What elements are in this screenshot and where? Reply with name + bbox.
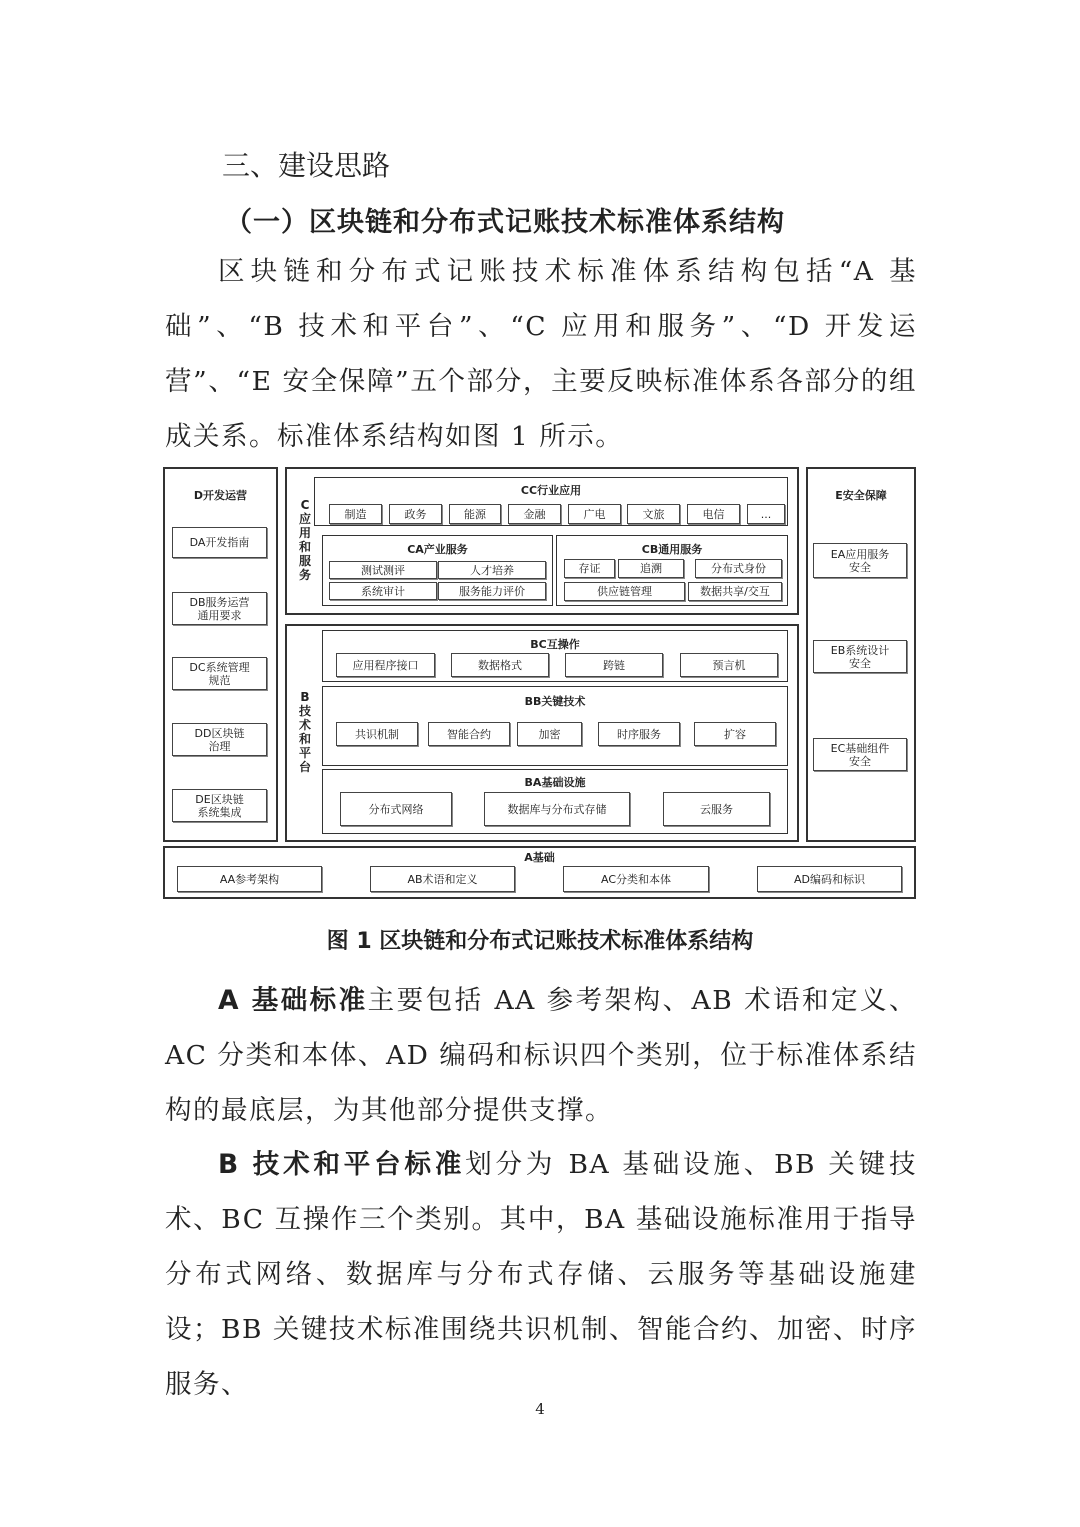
box-de: DE区块链 系统集成 xyxy=(172,789,267,822)
box-bb-item: 加密 xyxy=(517,722,582,746)
term-b-technology: B 技术和平台标准 xyxy=(218,1149,466,1180)
subsection-heading: （一）区块链和分布式记账技术标准体系结构 xyxy=(225,207,785,238)
box-ba-item: 分布式网络 xyxy=(340,792,452,826)
box-cc-item: 文旅 xyxy=(627,504,680,524)
paragraph-text: 划分为 BA 基础设施、BB 关键技术、BC 互操作三个类别。其中，BA 基础设施标准用于指导分布式网络、数据库与分布式存储、云服务等基础设施建设；BB 关键技术标准围绕共识机制、智能合约、加密、时序服务、 xyxy=(165,1149,917,1400)
box-cc-item: 广电 xyxy=(568,504,621,524)
box-cb-item: 数据共享/交互 xyxy=(688,582,782,601)
page-number: 4 xyxy=(535,1400,545,1418)
box-ba-item: 云服务 xyxy=(663,792,770,826)
term-a-foundation: A 基础标准 xyxy=(218,985,368,1016)
group-ca-title: CA产业服务 xyxy=(407,543,468,556)
box-bc-item: 数据格式 xyxy=(451,653,549,677)
box-bc-item: 应用程序接口 xyxy=(336,653,435,677)
box-cb-item: 供应链管理 xyxy=(564,582,685,601)
box-ba-item: 数据库与分布式存储 xyxy=(484,792,630,826)
box-eb: EB系统设计 安全 xyxy=(813,640,907,673)
group-cb-title: CB通用服务 xyxy=(641,543,703,556)
box-cb-item: 分布式身份 xyxy=(695,559,782,578)
box-bb-item: 智能合约 xyxy=(428,722,510,746)
box-bc-item: 跨链 xyxy=(565,653,663,677)
box-ea: EA应用服务 安全 xyxy=(813,543,907,578)
panel-b-label: B技术和平台 xyxy=(298,690,311,774)
box-ec: EC基础组件 安全 xyxy=(813,738,907,771)
paragraph-b-technology xyxy=(165,1137,917,1412)
box-cc-item: 制造 xyxy=(329,504,382,524)
box-bb-item: 共识机制 xyxy=(336,722,418,746)
box-ca-item: 人才培养 xyxy=(438,561,546,579)
box-cc-item: 政务 xyxy=(389,504,442,524)
box-cc-item: 金融 xyxy=(508,504,561,524)
box-cc-item: ... xyxy=(747,504,785,524)
box-ca-item: 服务能力评价 xyxy=(438,582,546,600)
box-cb-item: 存证 xyxy=(564,559,615,578)
box-ad: AD编码和标识 xyxy=(757,866,902,892)
box-ab: AB术语和定义 xyxy=(370,866,515,892)
group-cc-title: CC行业应用 xyxy=(520,484,582,497)
intro-paragraph: 区块链和分布式记账技术标准体系结构包括“A 基础”、“B 技术和平台”、“C 应用和服务”、“D 开发运营”、“E 安全保障”五个部分，主要反映标准体系各部分的组成关系。标准体系结构如图 1 所示。 xyxy=(165,256,917,452)
paragraph-text: 主要包括 AA 参考架构、AB 术语和定义、AC 分类和本体、AD 编码和标识四个类别，位于标准体系结构的最底层，为其他部分提供支撑。 xyxy=(165,985,917,1126)
box-cc-item: 电信 xyxy=(687,504,740,524)
panel-d-devops xyxy=(163,467,278,842)
group-ba-title: BA基础设施 xyxy=(524,776,586,789)
box-cc-item: 能源 xyxy=(449,504,501,524)
section-heading: 三、建设思路 xyxy=(222,149,391,182)
group-bb-title: BB关键技术 xyxy=(524,695,586,708)
box-aa: AA参考架构 xyxy=(177,866,322,892)
panel-a-title: A基础 xyxy=(524,851,555,864)
box-da: DA开发指南 xyxy=(172,527,267,558)
box-ca-item: 测试测评 xyxy=(329,561,437,579)
box-bc-item: 预言机 xyxy=(680,653,778,677)
box-bb-item: 时序服务 xyxy=(598,722,680,746)
box-bb-item: 扩容 xyxy=(694,722,776,746)
box-cb-item: 追溯 xyxy=(618,559,684,578)
panel-e-title: E安全保障 xyxy=(835,489,887,502)
panel-d-title: D开发运营 xyxy=(193,489,248,502)
group-bc-title: BC互操作 xyxy=(530,638,580,651)
box-ca-item: 系统审计 xyxy=(329,582,437,600)
paragraph-a-foundation xyxy=(165,973,917,1138)
box-dc: DC系统管理 规范 xyxy=(172,657,267,690)
box-ac: AC分类和本体 xyxy=(563,866,709,892)
figure-caption: 图 1 区块链和分布式记账技术标准体系结构 xyxy=(326,929,754,954)
box-db: DB服务运营 通用要求 xyxy=(172,592,267,625)
panel-c-label: C应用和服务 xyxy=(298,498,311,582)
box-dd: DD区块链 治理 xyxy=(172,723,267,756)
